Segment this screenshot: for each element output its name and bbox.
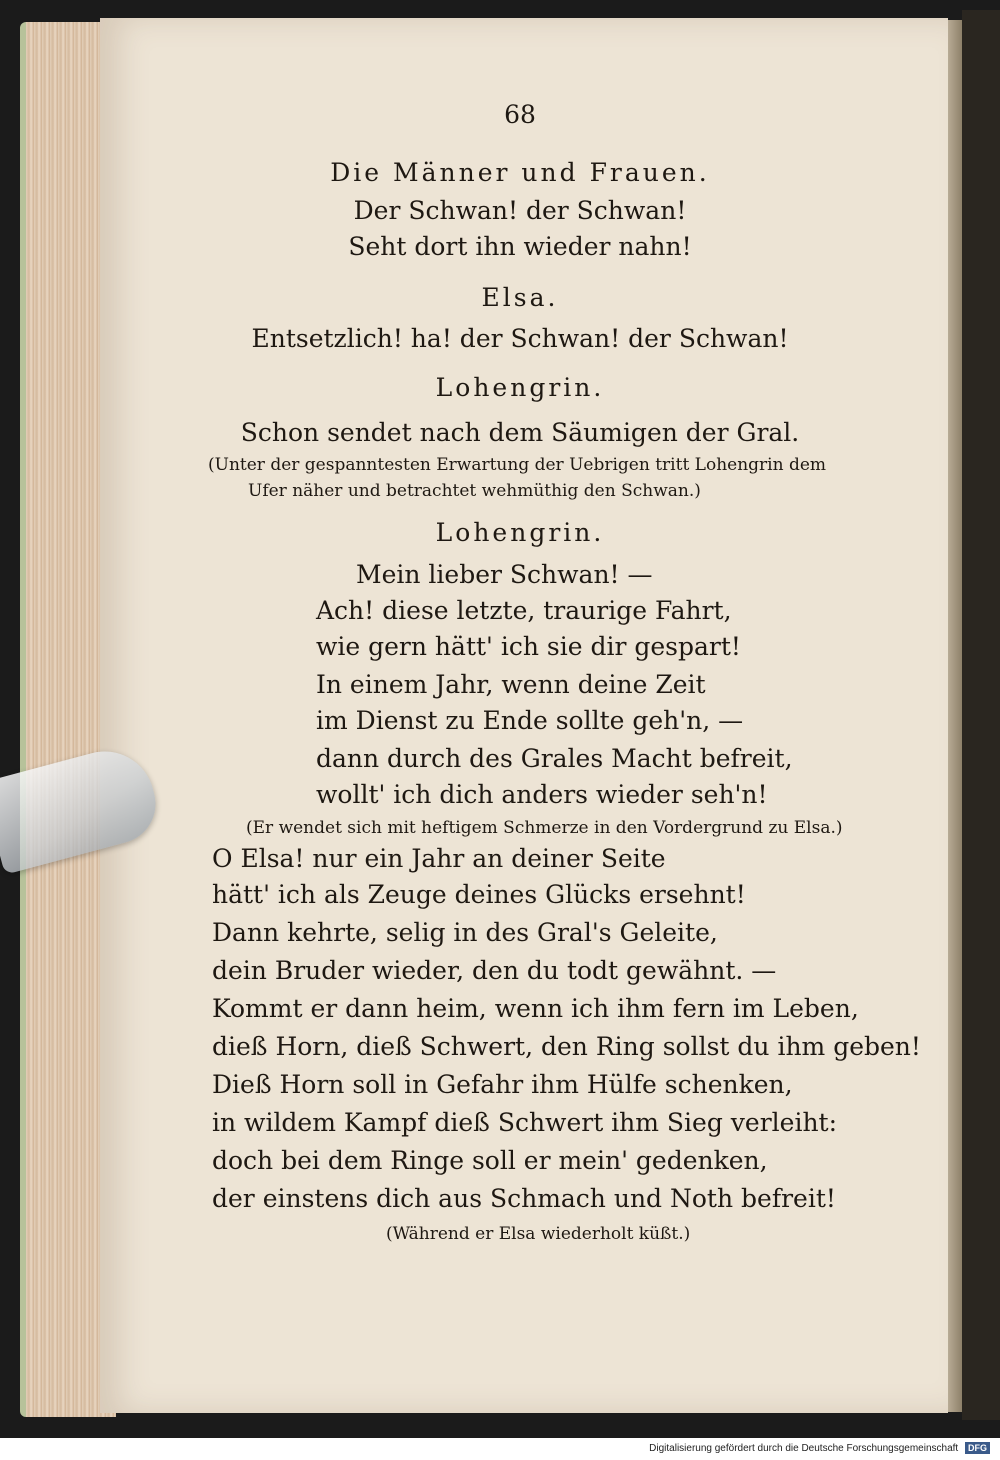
- verse-line: dieß Horn, dieß Schwert, den Ring sollst du ihm geben!: [212, 1032, 921, 1061]
- verse-line: In einem Jahr, wenn deine Zeit: [316, 670, 706, 699]
- verse-line: Dann kehrte, selig in des Gral's Geleite,: [212, 918, 718, 947]
- verse-line: Entsetzlich! ha! der Schwan! der Schwan!: [251, 324, 789, 353]
- verse-line: O Elsa! nur ein Jahr an deiner Seite: [212, 844, 666, 873]
- verse-line: in wildem Kampf dieß Schwert ihm Sieg verleiht:: [212, 1108, 838, 1137]
- verse-line: Der Schwan! der Schwan!: [353, 196, 687, 225]
- verse-line: Kommt er dann heim, wenn ich ihm fern im Leben,: [212, 994, 859, 1023]
- page-number: 68: [504, 100, 536, 129]
- verse-line: Dieß Horn soll in Gefahr ihm Hülfe schenken,: [212, 1070, 793, 1099]
- verse-line: Mein lieber Schwan! —: [356, 560, 653, 589]
- verse-line: Schon sendet nach dem Säumigen der Gral.: [240, 418, 800, 447]
- dfg-logo: DFG: [965, 1442, 990, 1454]
- verse-line: hätt' ich als Zeuge deines Glücks ersehnt!: [212, 880, 746, 909]
- stage-direction: (Er wendet sich mit heftigem Schmerze in den Vordergrund zu Elsa.): [246, 818, 843, 838]
- verse-line: dein Bruder wieder, den du todt gewähnt. —: [212, 956, 777, 985]
- verse-line: Seht dort ihn wieder nahn!: [348, 232, 692, 261]
- speaker-label: Die Männer und Frauen.: [330, 158, 710, 187]
- verse-line: im Dienst zu Ende sollte geh'n, —: [316, 706, 744, 735]
- stage-direction: Ufer näher und betrachtet wehmüthig den Schwan.): [248, 481, 701, 501]
- verse-line: der einstens dich aus Schmach und Noth befreit!: [212, 1184, 836, 1213]
- speaker-label: Elsa.: [481, 283, 559, 312]
- stage-direction: (Während er Elsa wiederholt küßt.): [386, 1224, 691, 1244]
- stage-direction: (Unter der gespanntesten Erwartung der Uebrigen tritt Lohengrin dem: [208, 455, 827, 475]
- verse-line: wollt' ich dich anders wieder seh'n!: [316, 780, 768, 809]
- verse-line: wie gern hätt' ich sie dir gespart!: [316, 632, 741, 661]
- verse-line: doch bei dem Ringe soll er mein' gedenken,: [212, 1146, 768, 1175]
- speaker-label: Lohengrin.: [435, 518, 605, 547]
- verse-line: Ach! diese letzte, traurige Fahrt,: [316, 596, 732, 625]
- footer-text: Digitalisierung gefördert durch die Deutsche Forschungsgemeinschaft: [649, 1443, 959, 1454]
- digitization-footer: [0, 1438, 1000, 1460]
- speaker-label: Lohengrin.: [435, 373, 605, 402]
- verse-line: dann durch des Grales Macht befreit,: [316, 744, 793, 773]
